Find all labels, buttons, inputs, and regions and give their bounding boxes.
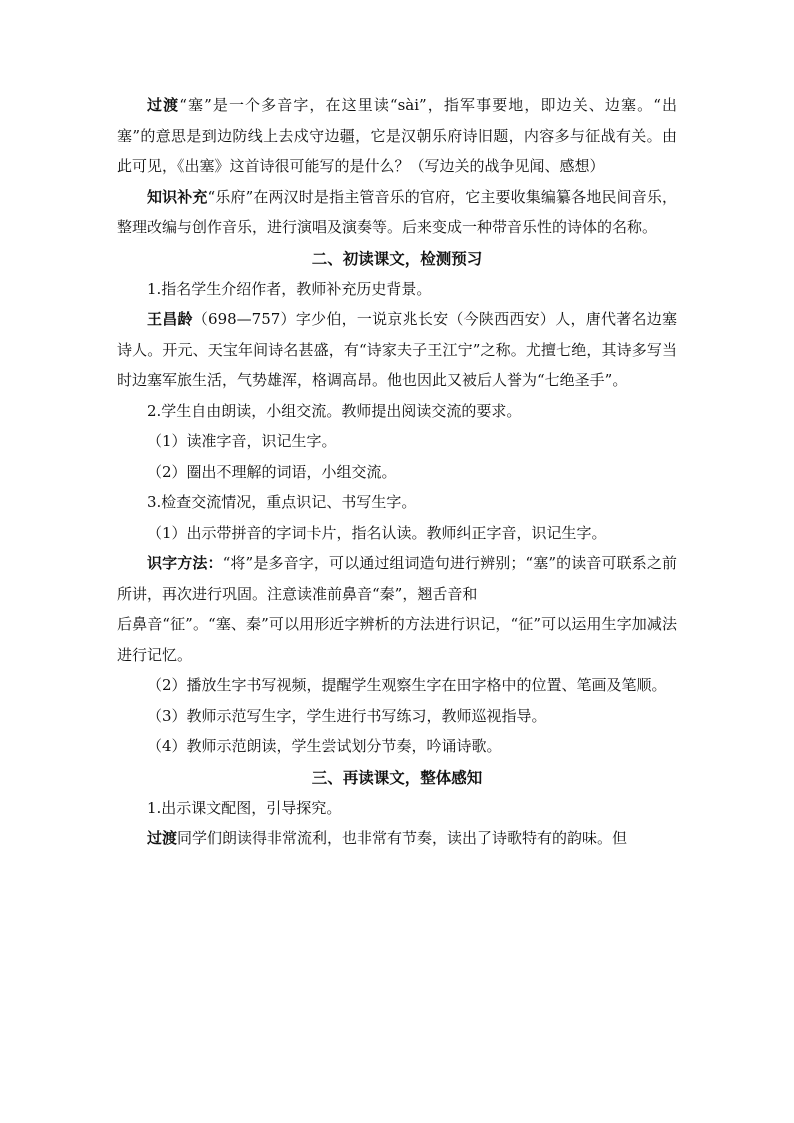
transition-text-2: 同学们朗读得非常流利，也非常有节奏，读出了诗歌特有的韵味。但 [177, 829, 628, 847]
section-heading-3: 三、再读课文，整体感知 [311, 767, 483, 787]
step-2-2-sub-1: （1）读准字音，识记生字。 [147, 432, 337, 450]
step-2-3-sub-1: （1）出示带拼音的字词卡片，指名认读。教师纠正字音，识记生字。 [147, 523, 607, 542]
literacy-method-paragraph [117, 548, 677, 609]
step-2-3-sub-2: （2）播放生字书写视频，提醒学生观察生字在田字格中的位置、笔画及笔顺。 [147, 676, 667, 694]
document-page [117, 90, 677, 854]
step-2-3-sub-4: （4）教师示范朗读，学生尝试划分节奏，吟诵诗歌。 [147, 737, 502, 755]
transition-paragraph-2 [117, 823, 677, 854]
author-name: 王昌龄 [147, 310, 193, 328]
step-2-1: 1.指名学生介绍作者，教师补充历史背景。 [147, 279, 432, 298]
knowledge-supplement-paragraph [117, 182, 677, 243]
section-heading-2: 二、初读课文，检测预习 [311, 248, 483, 268]
knowledge-supplement-label: 知识补充 [147, 187, 208, 206]
literacy-method-text-b: 后鼻音“征”。“塞、秦”可以用形近字辨析的方法进行识记，“征”可以运用生字加减法进行记忆。 [117, 615, 677, 664]
step-2-2-sub-2: （2）圈出不理解的词语，小组交流。 [147, 462, 397, 481]
literacy-method-label: 识字方法： [147, 554, 223, 572]
author-text: （698—757）字少伯，一说京兆长安（今陕西西安）人，唐代著名边塞诗人。开元、天宝年间诗名甚盛，有“诗家夫子王江宁”之称。尤擅七绝，其诗多写当时边塞军旅生活，气势雄浑，格调高昂。他也因此又被后人誉为“七绝圣手”。 [117, 310, 677, 389]
step-2-3-sub-3: （3）教师示范写生字，学生进行书写练习，教师巡视指导。 [147, 706, 547, 725]
transition-paragraph-1 [117, 90, 677, 182]
literacy-method-text-a: “将”是多音字，可以通过组词造句进行辨别；“塞”的读音可联系之前所讲，再次进行巩固。注意读准前鼻音“秦”，翘舌音和 [117, 554, 677, 603]
transition-label: 过渡 [147, 96, 180, 114]
transition-label-2: 过渡 [147, 829, 178, 847]
transition-text: “塞”是一个多音字，在这里读“sài”，指军事要地，即边关、边塞。“出塞”的意思是到边防线上去戍守边疆，它是汉朝乐府诗旧题，内容多与征战有关。由此可见，《出塞》这首诗很可能写的是什么？（写边关的战争见闻、感想） [117, 96, 677, 175]
step-3-1: 1.出示课文配图，引导探究。 [147, 798, 342, 817]
knowledge-supplement-text: “乐府”在两汉时是指主管音乐的官府，它主要收集编纂各地民间音乐，整理改编与创作音乐，进行演唱及演奏等。后来变成一种带音乐性的诗体的名称。 [117, 187, 677, 236]
literacy-method-continuation [117, 609, 677, 670]
step-2-2: 2.学生自由朗读，小组交流。教师提出阅读交流的要求。 [147, 401, 522, 420]
author-paragraph [117, 304, 677, 396]
step-2-3: 3.检查交流情况，重点识记、书写生字。 [147, 493, 417, 511]
